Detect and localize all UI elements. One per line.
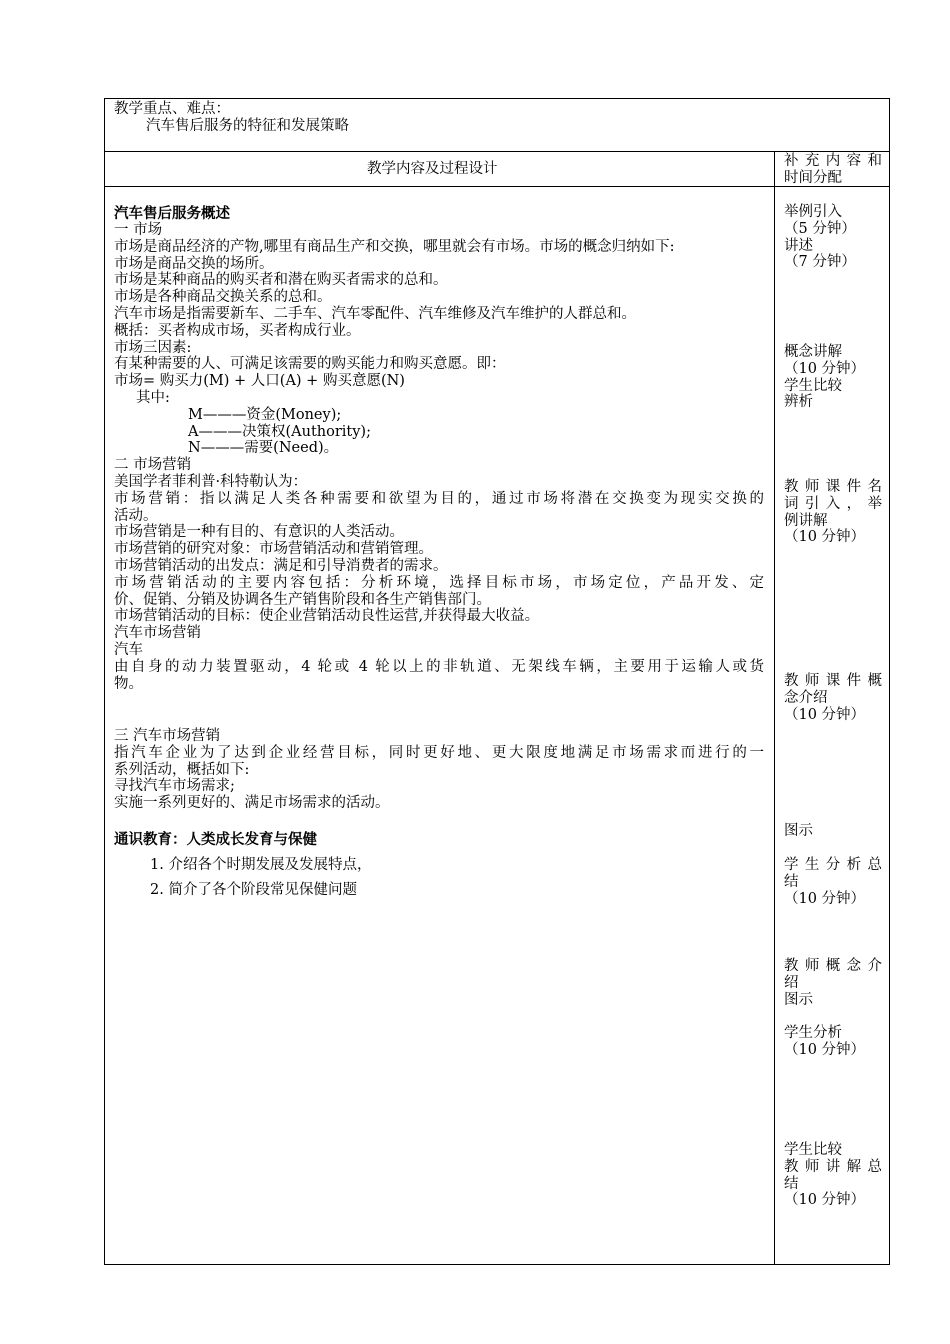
key-points-content: 汽车售后服务的特征和发展策略	[146, 118, 349, 134]
row-divider-2	[104, 186, 890, 187]
text-line: 市场= 购买力(M) + 人口(A) + 购买意愿(N)	[114, 373, 405, 390]
text-line: 实施一系列更好的、满足市场需求的活动。	[114, 795, 390, 812]
text-line: 系列活动，概括如下:	[114, 761, 250, 778]
text-line: 市场是商品经济的产物,哪里有商品生产和交换，哪里就会有市场。市场的概念归纳如下:	[114, 238, 675, 255]
text-line: 市场营销是一种有目的、有意识的人类活动。	[114, 524, 404, 541]
text-line: 市场是商品交换的场所。	[114, 255, 274, 272]
text-line: 一 市场	[114, 222, 163, 238]
side-note-group: 学生比较 教师讲解总 结 （10 分钟）	[784, 1142, 882, 1209]
text-line: 物。	[114, 675, 143, 692]
row-divider-1	[104, 151, 890, 152]
side-note-group: 教师课件概 念介绍 （10 分钟）	[784, 673, 882, 723]
text-line: 有某种需要的人、可满足该需要的购买能力和购买意愿。即：	[114, 356, 506, 373]
text-line: 汽车市场是指需要新车、二手车、汽车零配件、汽车维修及汽车维护的人群总和。	[114, 305, 636, 322]
general-education-item: 2. 简介了各个阶段常见保健问题	[150, 882, 357, 898]
side-note-group: 图示	[784, 823, 813, 839]
text-line: 价、促销、分销及协调各生产销售阶段和各生产销售部门。	[114, 591, 491, 608]
text-line: 指汽车企业为了达到企业经营目标，同时更好地、更大限度地满足市场需求而进行的一	[114, 744, 764, 761]
text-line: 市场是某种商品的购买者和潜在购买者需求的总和。	[114, 272, 448, 289]
key-points-heading: 教学重点、难点：	[114, 101, 230, 117]
text-line: 寻找汽车市场需求;	[114, 778, 235, 795]
text-line: M———资金(Money);	[188, 406, 342, 423]
text-line: 二 市场营销	[114, 457, 192, 474]
text-line: 市场是各种商品交换关系的总和。	[114, 289, 332, 306]
text-line: 市场营销的研究对象：市场营销活动和营销管理。	[114, 541, 433, 558]
side-note-group: 学生分析总 结 （10 分钟）	[784, 857, 882, 907]
side-note-group: 举例引入 （5 分钟） 讲述 （7 分钟）	[784, 204, 856, 271]
text-line: 市场营销：指以满足人类各种需要和欲望为目的，通过市场将潜在交换变为现实交换的	[114, 490, 764, 507]
side-note-group: 概念讲解 （10 分钟） 学生比较 辨析	[784, 344, 866, 411]
column-divider	[774, 151, 775, 1265]
section-title: 汽车售后服务概述	[114, 205, 230, 222]
text-line: N———需要(Need)。	[188, 440, 339, 457]
text-line: 市场三因素:	[114, 339, 192, 356]
text-line: 汽车	[114, 641, 143, 658]
content-block-1	[114, 222, 764, 692]
main-column-header: 教学内容及过程设计	[367, 161, 498, 177]
side-note-group: 教师概念介 绍 图示	[784, 958, 882, 1008]
text-line: 概括：买者构成市场，买者构成行业。	[114, 322, 361, 339]
text-line: 市场营销活动的主要内容包括：分析环境，选择目标市场，市场定位，产品开发、定	[114, 574, 764, 591]
text-line: 汽车市场营销	[114, 625, 201, 642]
text-line: 由自身的动力装置驱动，4 轮或 4 轮以上的非轨道、无架线车辆，主要用于运输人或货	[114, 658, 764, 675]
side-note-group: 教师课件名 词引入，举 例讲解 （10 分钟）	[784, 479, 882, 546]
text-line: 市场营销活动的目标：使企业营销活动良性运营,并获得最大收益。	[114, 608, 540, 625]
text-line: A———决策权(Authority);	[188, 423, 371, 440]
general-education-item: 1. 介绍各个时期发展及发展特点，	[150, 857, 372, 873]
text-line: 美国学者菲利普·科特勒认为：	[114, 473, 308, 490]
text-line: 其中:	[136, 389, 170, 406]
side-column-header: 补充内容和 时间分配	[784, 153, 882, 186]
side-note-group: 学生分析 （10 分钟）	[784, 1025, 866, 1058]
text-line: 活动。	[114, 507, 158, 524]
content-block-2	[114, 728, 764, 812]
text-line: 三 汽车市场营销	[114, 728, 221, 744]
text-line: 市场营销活动的出发点：满足和引导消费者的需求。	[114, 557, 448, 574]
general-education-title: 通识教育：人类成长发育与保健	[114, 831, 317, 848]
